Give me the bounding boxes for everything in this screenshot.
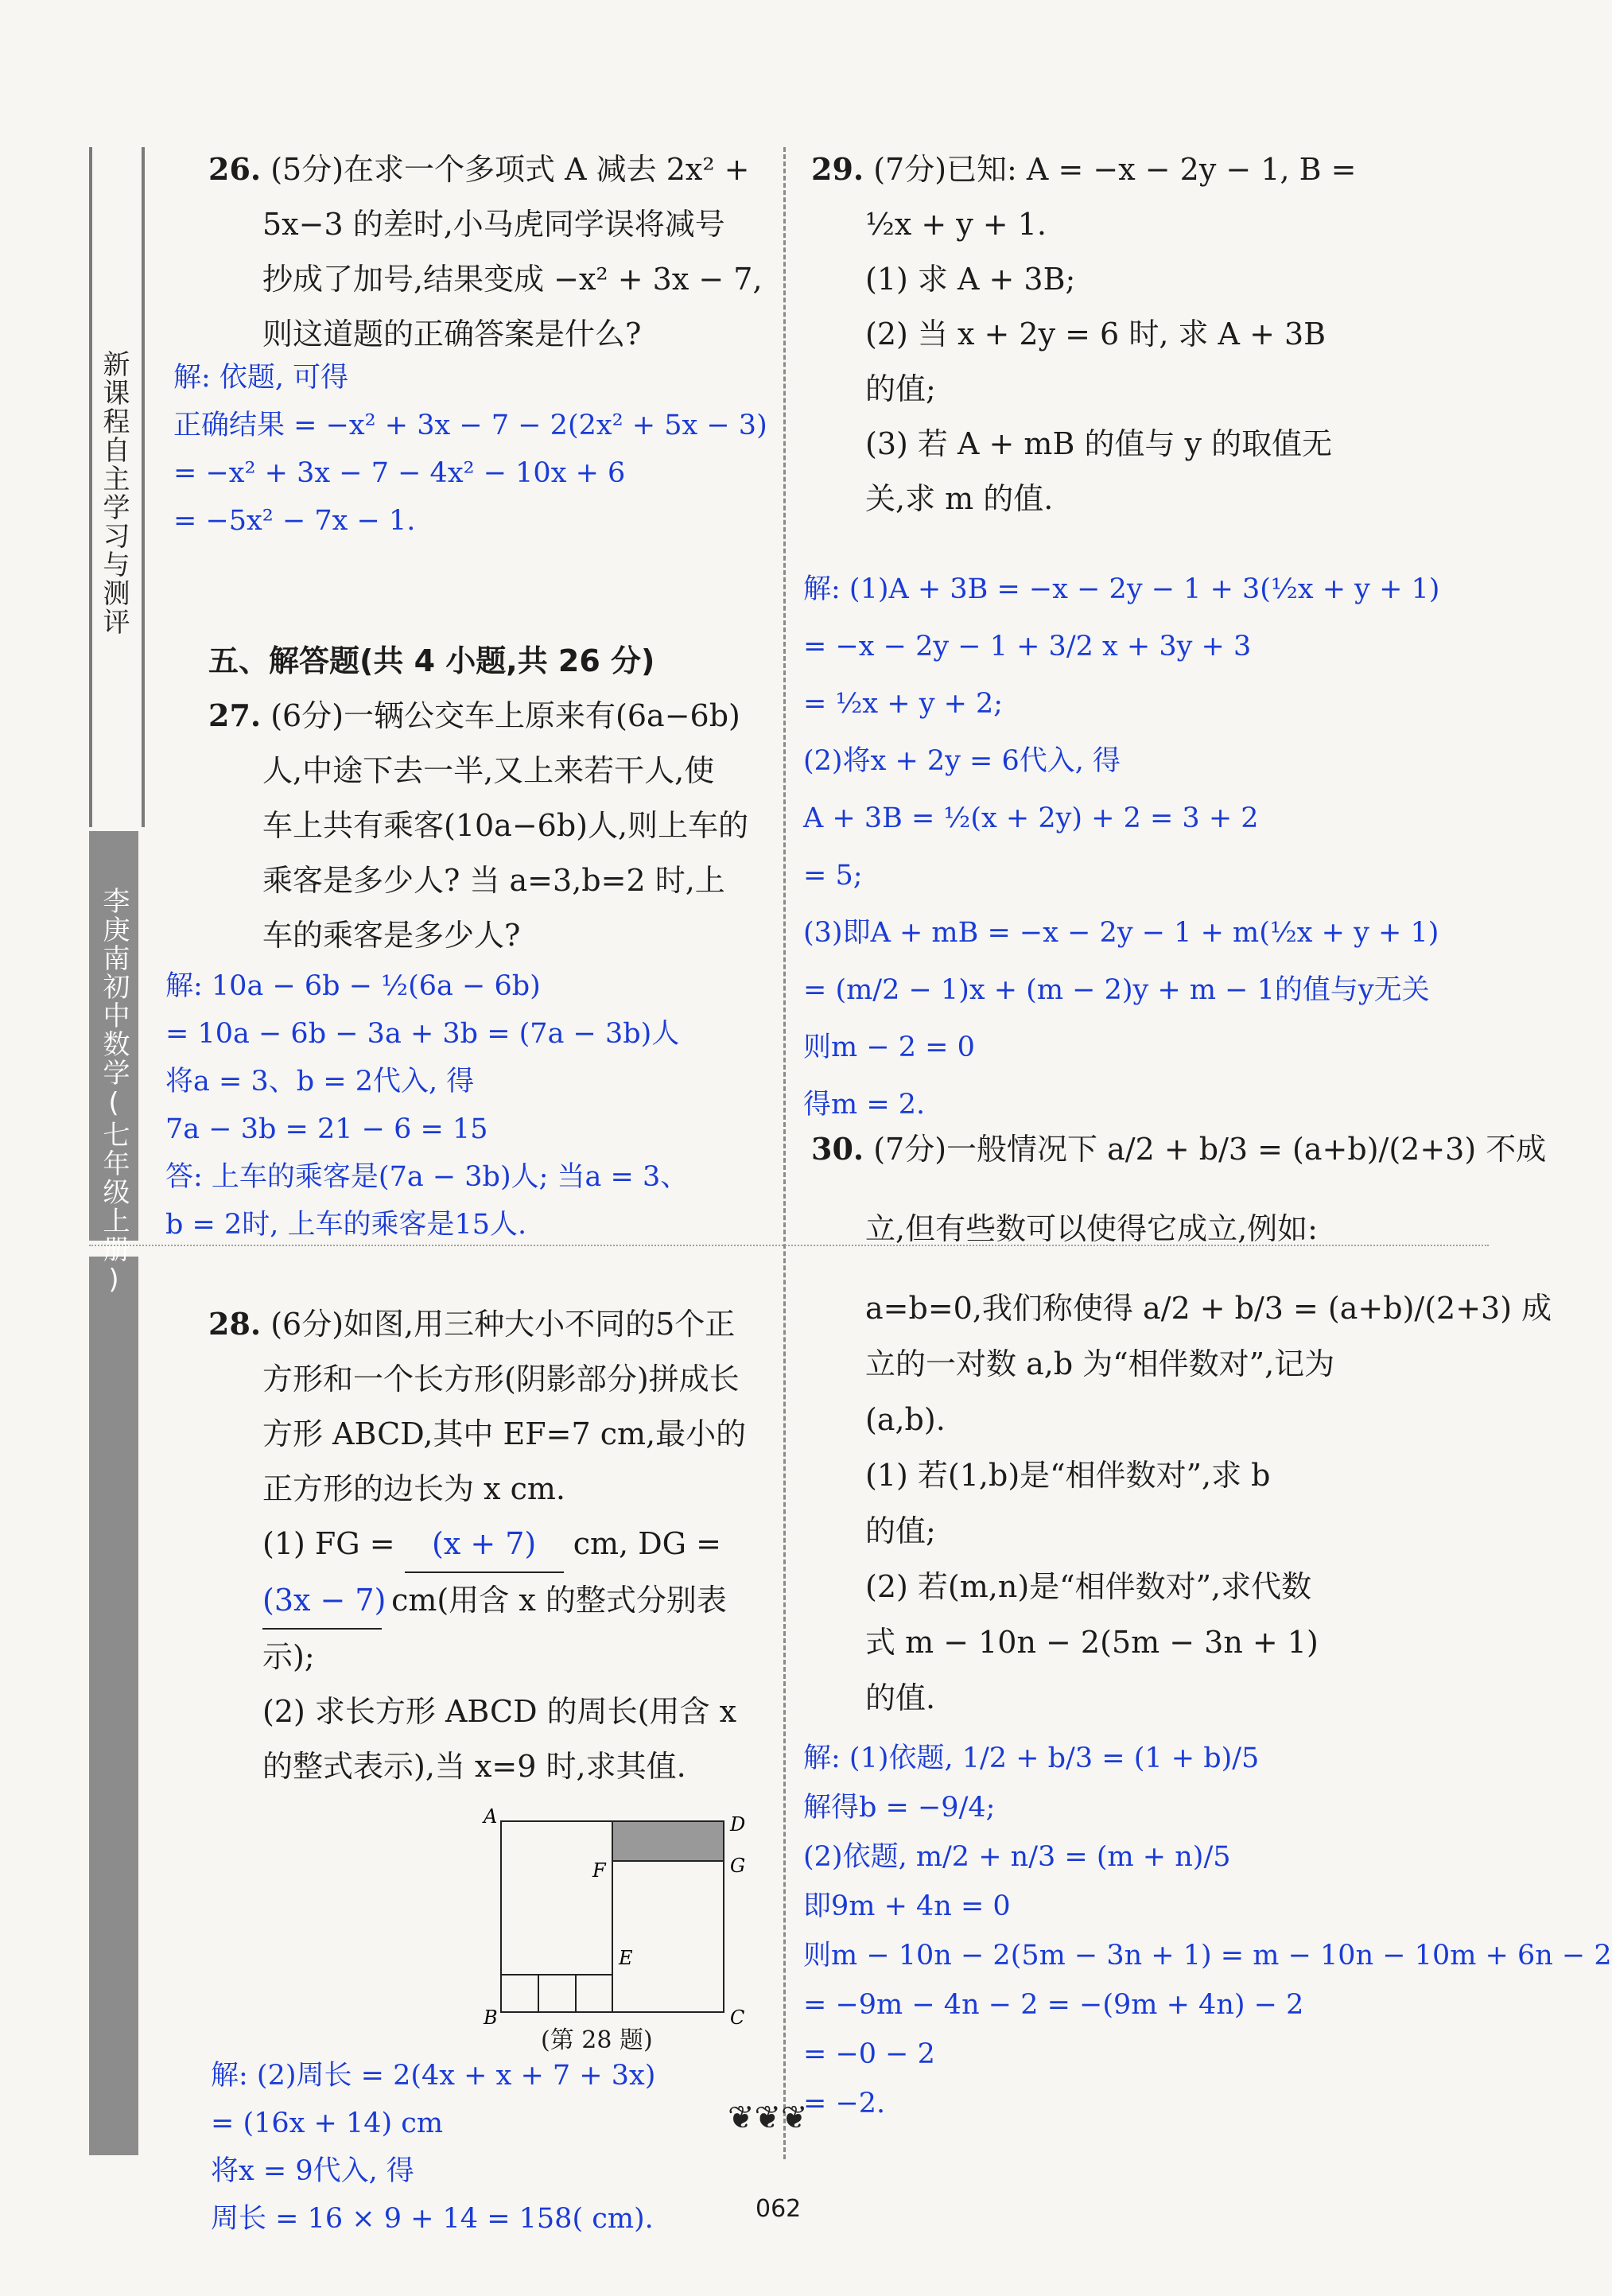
answer-line: = −9m − 4n − 2 = −(9m + 4n) − 2 bbox=[803, 1989, 1304, 2021]
question-number: 30. bbox=[811, 1131, 864, 1167]
sub-question-text: cm(用含 x 的整式分别表 bbox=[391, 1583, 727, 1618]
question-line: 式 m − 10n − 2(5m − 3n + 1) bbox=[865, 1625, 1319, 1660]
question-line: (7分)一般情况下 a/2 + b/3 = (a+b)/(2+3) 不成 bbox=[873, 1132, 1547, 1167]
sub-question-text: 示); bbox=[262, 1639, 315, 1674]
answer-line: 正确结果 = −x² + 3x − 7 − 2(2x² + 5x − 3) bbox=[173, 410, 767, 441]
question-line: 乘客是多少人? 当 a=3,b=2 时,上 bbox=[262, 863, 725, 898]
book-title: 李庚南初中数学(七年级上册) bbox=[98, 887, 130, 1297]
question-line: (2) 当 x + 2y = 6 时, 求 A + 3B bbox=[865, 317, 1327, 352]
question-line: 抄成了加号,结果变成 −x² + 3x − 7, bbox=[262, 262, 763, 297]
column-divider bbox=[783, 147, 786, 2159]
answer-line: 答: 上车的乘客是(7a − 3b)人; 当a = 3、 bbox=[165, 1161, 689, 1193]
answer-line: 将x = 9代入, 得 bbox=[211, 2155, 414, 2187]
question-line: (7分)已知: A = −x − 2y − 1, B = bbox=[873, 152, 1357, 187]
answer-26 bbox=[173, 354, 767, 545]
sidebar-low-band bbox=[89, 1257, 138, 2155]
question-number: 26. bbox=[208, 151, 262, 187]
answer-line: (3)即A + mB = −x − 2y − 1 + m(½x + y + 1) bbox=[803, 917, 1439, 949]
question-line: 则这道题的正确答案是什么? bbox=[262, 317, 642, 352]
answer-28 bbox=[211, 2052, 655, 2243]
label-c: C bbox=[730, 2007, 745, 2029]
answer-line: = −x² + 3x − 7 − 4x² − 10x + 6 bbox=[173, 457, 626, 489]
answer-line: 解: 10a − 6b − ½(6a − 6b) bbox=[165, 970, 541, 1002]
question-line: 车上共有乘客(10a−6b)人,则上车的 bbox=[262, 808, 749, 843]
answer-line: 解: (2)周长 = 2(4x + x + 7 + 3x) bbox=[211, 2060, 656, 2092]
question-number: 27. bbox=[208, 697, 262, 733]
question-line: (6分)一辆公交车上原来有(6a−6b) bbox=[270, 698, 740, 733]
blank-fg: (x + 7) bbox=[405, 1517, 564, 1573]
answer-line: 则m − 2 = 0 bbox=[803, 1031, 975, 1063]
question-line: 关,求 m 的值. bbox=[865, 481, 1054, 516]
question-line: (5分)在求一个多项式 A 减去 2x² + bbox=[270, 152, 750, 187]
question-line: (1) 若(1,b)是“相伴数对”,求 b bbox=[865, 1458, 1271, 1493]
question-line: 的值; bbox=[865, 1513, 936, 1548]
answer-line: = 5; bbox=[803, 860, 863, 892]
answer-line: (2)依题, m/2 + n/3 = (m + n)/5 bbox=[803, 1841, 1231, 1873]
sub-question-text: cm, DG = bbox=[573, 1526, 721, 1561]
shaded-rect bbox=[612, 1821, 724, 1861]
question-line: (a,b). bbox=[865, 1402, 946, 1437]
answer-27 bbox=[165, 962, 688, 1249]
question-number: 28. bbox=[208, 1306, 262, 1342]
question-line: 的值; bbox=[865, 371, 936, 406]
question-line: (2) 若(m,n)是“相伴数对”,求代数 bbox=[865, 1569, 1312, 1604]
answer-line: 解得b = −9/4; bbox=[803, 1792, 996, 1824]
section-title: 五、解答题(共 4 小题,共 26 分) bbox=[208, 643, 655, 678]
answer-line: = −2. bbox=[803, 2088, 886, 2119]
question-line: (6分)如图,用三种大小不同的5个正 bbox=[270, 1307, 736, 1342]
page-number: 062 bbox=[756, 2195, 802, 2223]
answer-line: 7a − 3b = 21 − 6 = 15 bbox=[165, 1113, 488, 1145]
answer-line: = ½x + y + 2; bbox=[803, 688, 1004, 720]
series-title: 新课程自主学习与测评 bbox=[98, 350, 130, 636]
label-a: A bbox=[484, 1805, 498, 1828]
answer-line: 则m − 10n − 2(5m − 3n + 1) = m − 10n − 10m + 6n − 2 bbox=[803, 1940, 1612, 1972]
answer-line: 解: (1)依题, 1/2 + b/3 = (1 + b)/5 bbox=[803, 1742, 1260, 1774]
question-27 bbox=[208, 688, 765, 963]
question-line: 车的乘客是多少人? bbox=[262, 918, 521, 953]
question-line: 方形和一个长方形(阴影部分)拼成长 bbox=[262, 1362, 740, 1397]
answer-line: = 10a − 6b − 3a + 3b = (7a − 3b)人 bbox=[165, 1018, 680, 1050]
footer-ornament-icon: ❦❦❦ bbox=[728, 2100, 808, 2136]
answer-line: 周长 = 16 × 9 + 14 = 158( cm). bbox=[211, 2203, 654, 2235]
question-line: ½x + y + 1. bbox=[865, 207, 1047, 242]
answer-line: A + 3B = ½(x + 2y) + 2 = 3 + 2 bbox=[803, 802, 1259, 834]
label-b: B bbox=[484, 2007, 498, 2029]
label-f: F bbox=[592, 1859, 606, 1882]
question-line: 5x−3 的差时,小马虎同学误将减号 bbox=[262, 207, 725, 242]
question-line: 立的一对数 a,b 为“相伴数对”,记为 bbox=[865, 1346, 1335, 1381]
question-28 bbox=[208, 1296, 765, 1794]
question-29 bbox=[811, 142, 1479, 526]
answer-line: (2)将x + 2y = 6代入, 得 bbox=[803, 745, 1121, 777]
blank-dg: (3x − 7) bbox=[262, 1573, 382, 1630]
label-e: E bbox=[619, 1947, 633, 1969]
question-line: (1) 求 A + 3B; bbox=[865, 262, 1076, 297]
question-line: 立,但有些数可以使得它成立,例如: bbox=[865, 1211, 1318, 1246]
question-line: 人,中途下去一半,又上来若干人,使 bbox=[262, 753, 715, 788]
answer-line: = (m/2 − 1)x + (m − 2)y + m − 1的值与y无关 bbox=[803, 974, 1430, 1006]
answer-line: 解: 依题, 可得 bbox=[173, 362, 349, 394]
answer-30 bbox=[803, 1734, 1612, 2128]
question-line: 正方形的边长为 x cm. bbox=[262, 1471, 565, 1506]
question-line: (3) 若 A + mB 的值与 y 的取值无 bbox=[865, 426, 1333, 461]
question-30 bbox=[811, 1121, 1552, 1726]
figure-caption: (第 28 题) bbox=[541, 2026, 653, 2054]
answer-29 bbox=[803, 561, 1439, 1133]
sub-question-text: (1) FG = bbox=[262, 1526, 395, 1561]
question-26 bbox=[208, 142, 765, 362]
answer-line: 得m = 2. bbox=[803, 1089, 926, 1121]
question-line: a=b=0,我们称使得 a/2 + b/3 = (a+b)/(2+3) 成 bbox=[865, 1291, 1552, 1326]
answer-line: 即9m + 4n = 0 bbox=[803, 1890, 1011, 1922]
answer-line: = −0 − 2 bbox=[803, 2038, 935, 2070]
answer-line: 解: (1)A + 3B = −x − 2y − 1 + 3(½x + y + 1) bbox=[803, 573, 1440, 605]
answer-line: = (16x + 14) cm bbox=[211, 2108, 444, 2139]
label-d: D bbox=[730, 1813, 746, 1836]
figure-28 bbox=[469, 1805, 771, 2028]
question-line: 的整式表示),当 x=9 时,求其值. bbox=[262, 1749, 686, 1784]
question-line: (2) 求长方形 ABCD 的周长(用含 x bbox=[262, 1694, 737, 1729]
answer-line: b = 2时, 上车的乘客是15人. bbox=[165, 1209, 527, 1241]
question-line: 方形 ABCD,其中 EF=7 cm,最小的 bbox=[262, 1416, 747, 1451]
question-line: 的值. bbox=[865, 1680, 936, 1715]
label-g: G bbox=[730, 1855, 746, 1877]
question-number: 29. bbox=[811, 151, 864, 187]
answer-line: = −5x² − 7x − 1. bbox=[173, 505, 416, 537]
answer-line: = −x − 2y − 1 + 3/2 x + 3y + 3 bbox=[803, 631, 1252, 662]
answer-line: 将a = 3、b = 2代入, 得 bbox=[165, 1066, 475, 1097]
